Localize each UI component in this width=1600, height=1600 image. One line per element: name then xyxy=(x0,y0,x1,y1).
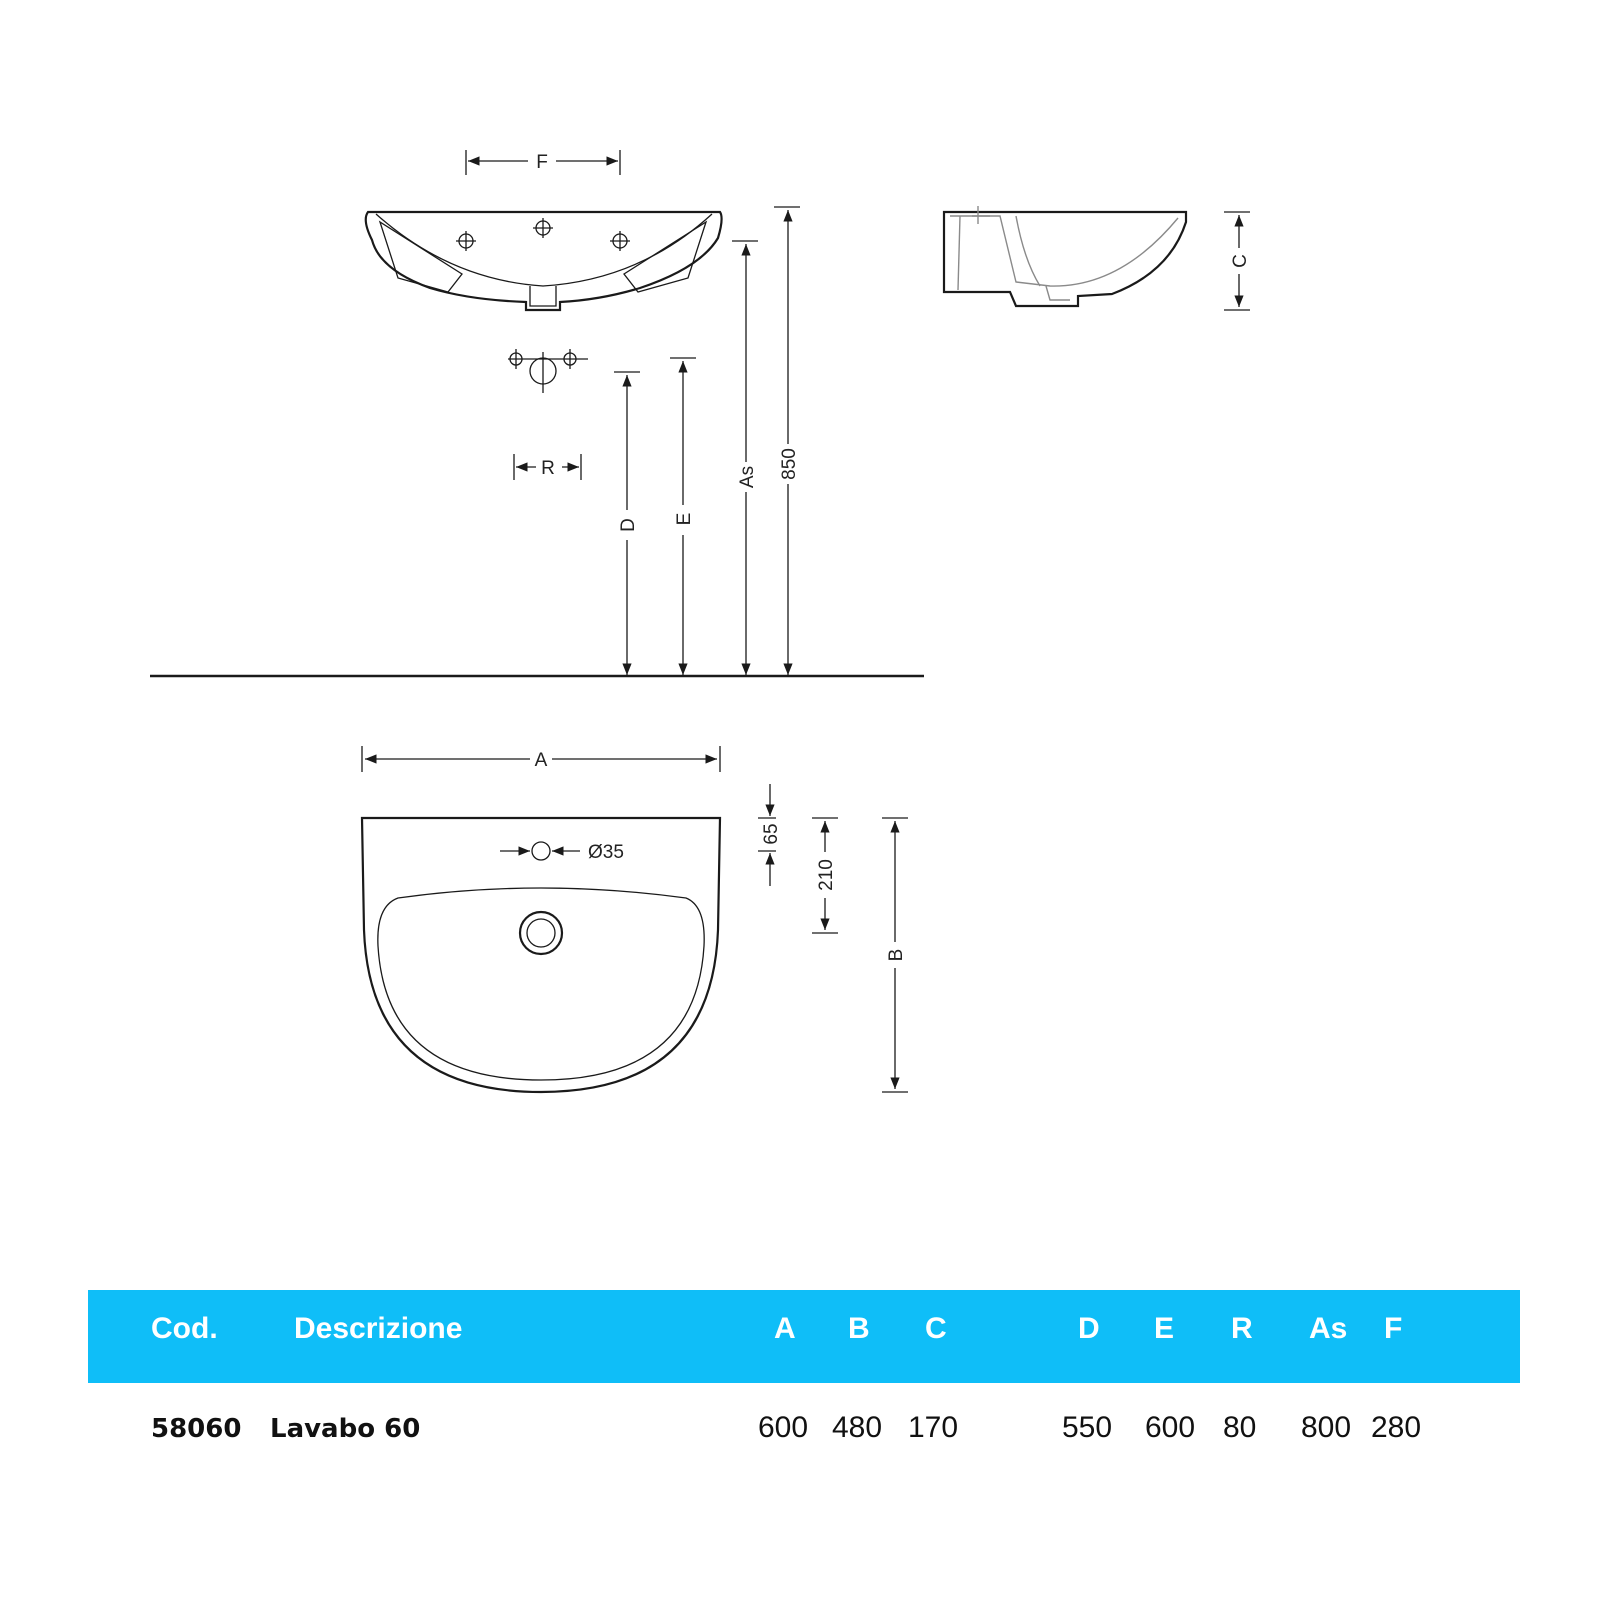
tap-hole-right-icon xyxy=(610,231,630,251)
tap-hole-left-icon xyxy=(456,231,476,251)
dimension-210 xyxy=(812,818,838,933)
row-As: 800 xyxy=(1301,1411,1352,1444)
side-view xyxy=(944,206,1251,310)
header-B: B xyxy=(848,1312,870,1345)
row-R: 80 xyxy=(1223,1411,1257,1444)
header-As: As xyxy=(1309,1312,1348,1345)
header-cod: Cod. xyxy=(151,1312,218,1345)
dimension-850 xyxy=(774,207,800,675)
label-hole-diameter: Ø35 xyxy=(588,842,624,863)
basin-bowl xyxy=(378,888,704,1080)
tap-hole-top-icon xyxy=(500,842,624,863)
label-D: D xyxy=(618,518,639,532)
top-view xyxy=(362,746,908,1092)
header-A: A xyxy=(774,1312,796,1345)
header-E: E xyxy=(1154,1312,1175,1345)
basin-front-outline xyxy=(366,212,722,310)
label-E: E xyxy=(674,512,695,526)
row-C: 170 xyxy=(908,1411,959,1444)
dimension-F xyxy=(466,150,620,175)
supply-connection-icon xyxy=(508,349,588,393)
row-F: 280 xyxy=(1371,1411,1422,1444)
row-B: 480 xyxy=(832,1411,883,1444)
label-As: As xyxy=(737,465,758,489)
dimension-E xyxy=(670,358,696,675)
front-view xyxy=(150,150,924,676)
label-C: C xyxy=(1230,254,1251,268)
label-850: 850 xyxy=(779,448,800,480)
dimension-A xyxy=(362,746,720,772)
label-R: R xyxy=(541,458,555,479)
row-D: 550 xyxy=(1062,1411,1113,1444)
label-210: 210 xyxy=(816,859,837,891)
label-F: F xyxy=(536,152,548,173)
tap-hole-center-icon xyxy=(533,218,553,238)
row-E: 600 xyxy=(1145,1411,1196,1444)
dimension-C xyxy=(1224,212,1251,310)
label-A: A xyxy=(534,750,548,771)
header-R: R xyxy=(1231,1312,1253,1345)
label-B: B xyxy=(886,948,907,962)
header-F: F xyxy=(1384,1312,1403,1345)
dimension-65 xyxy=(758,784,782,886)
header-D: D xyxy=(1078,1312,1100,1345)
header-descrizione: Descrizione xyxy=(294,1312,463,1345)
row-descrizione: Lavabo 60 xyxy=(270,1414,421,1444)
drain-icon xyxy=(520,912,562,954)
header-C: C xyxy=(925,1312,947,1345)
dimension-R xyxy=(514,454,581,480)
row-A: 600 xyxy=(758,1411,809,1444)
label-65: 65 xyxy=(761,823,782,845)
row-cod: 58060 xyxy=(151,1414,242,1444)
dimension-B xyxy=(882,818,908,1092)
dimension-As xyxy=(732,241,758,675)
dimension-D xyxy=(614,372,640,675)
